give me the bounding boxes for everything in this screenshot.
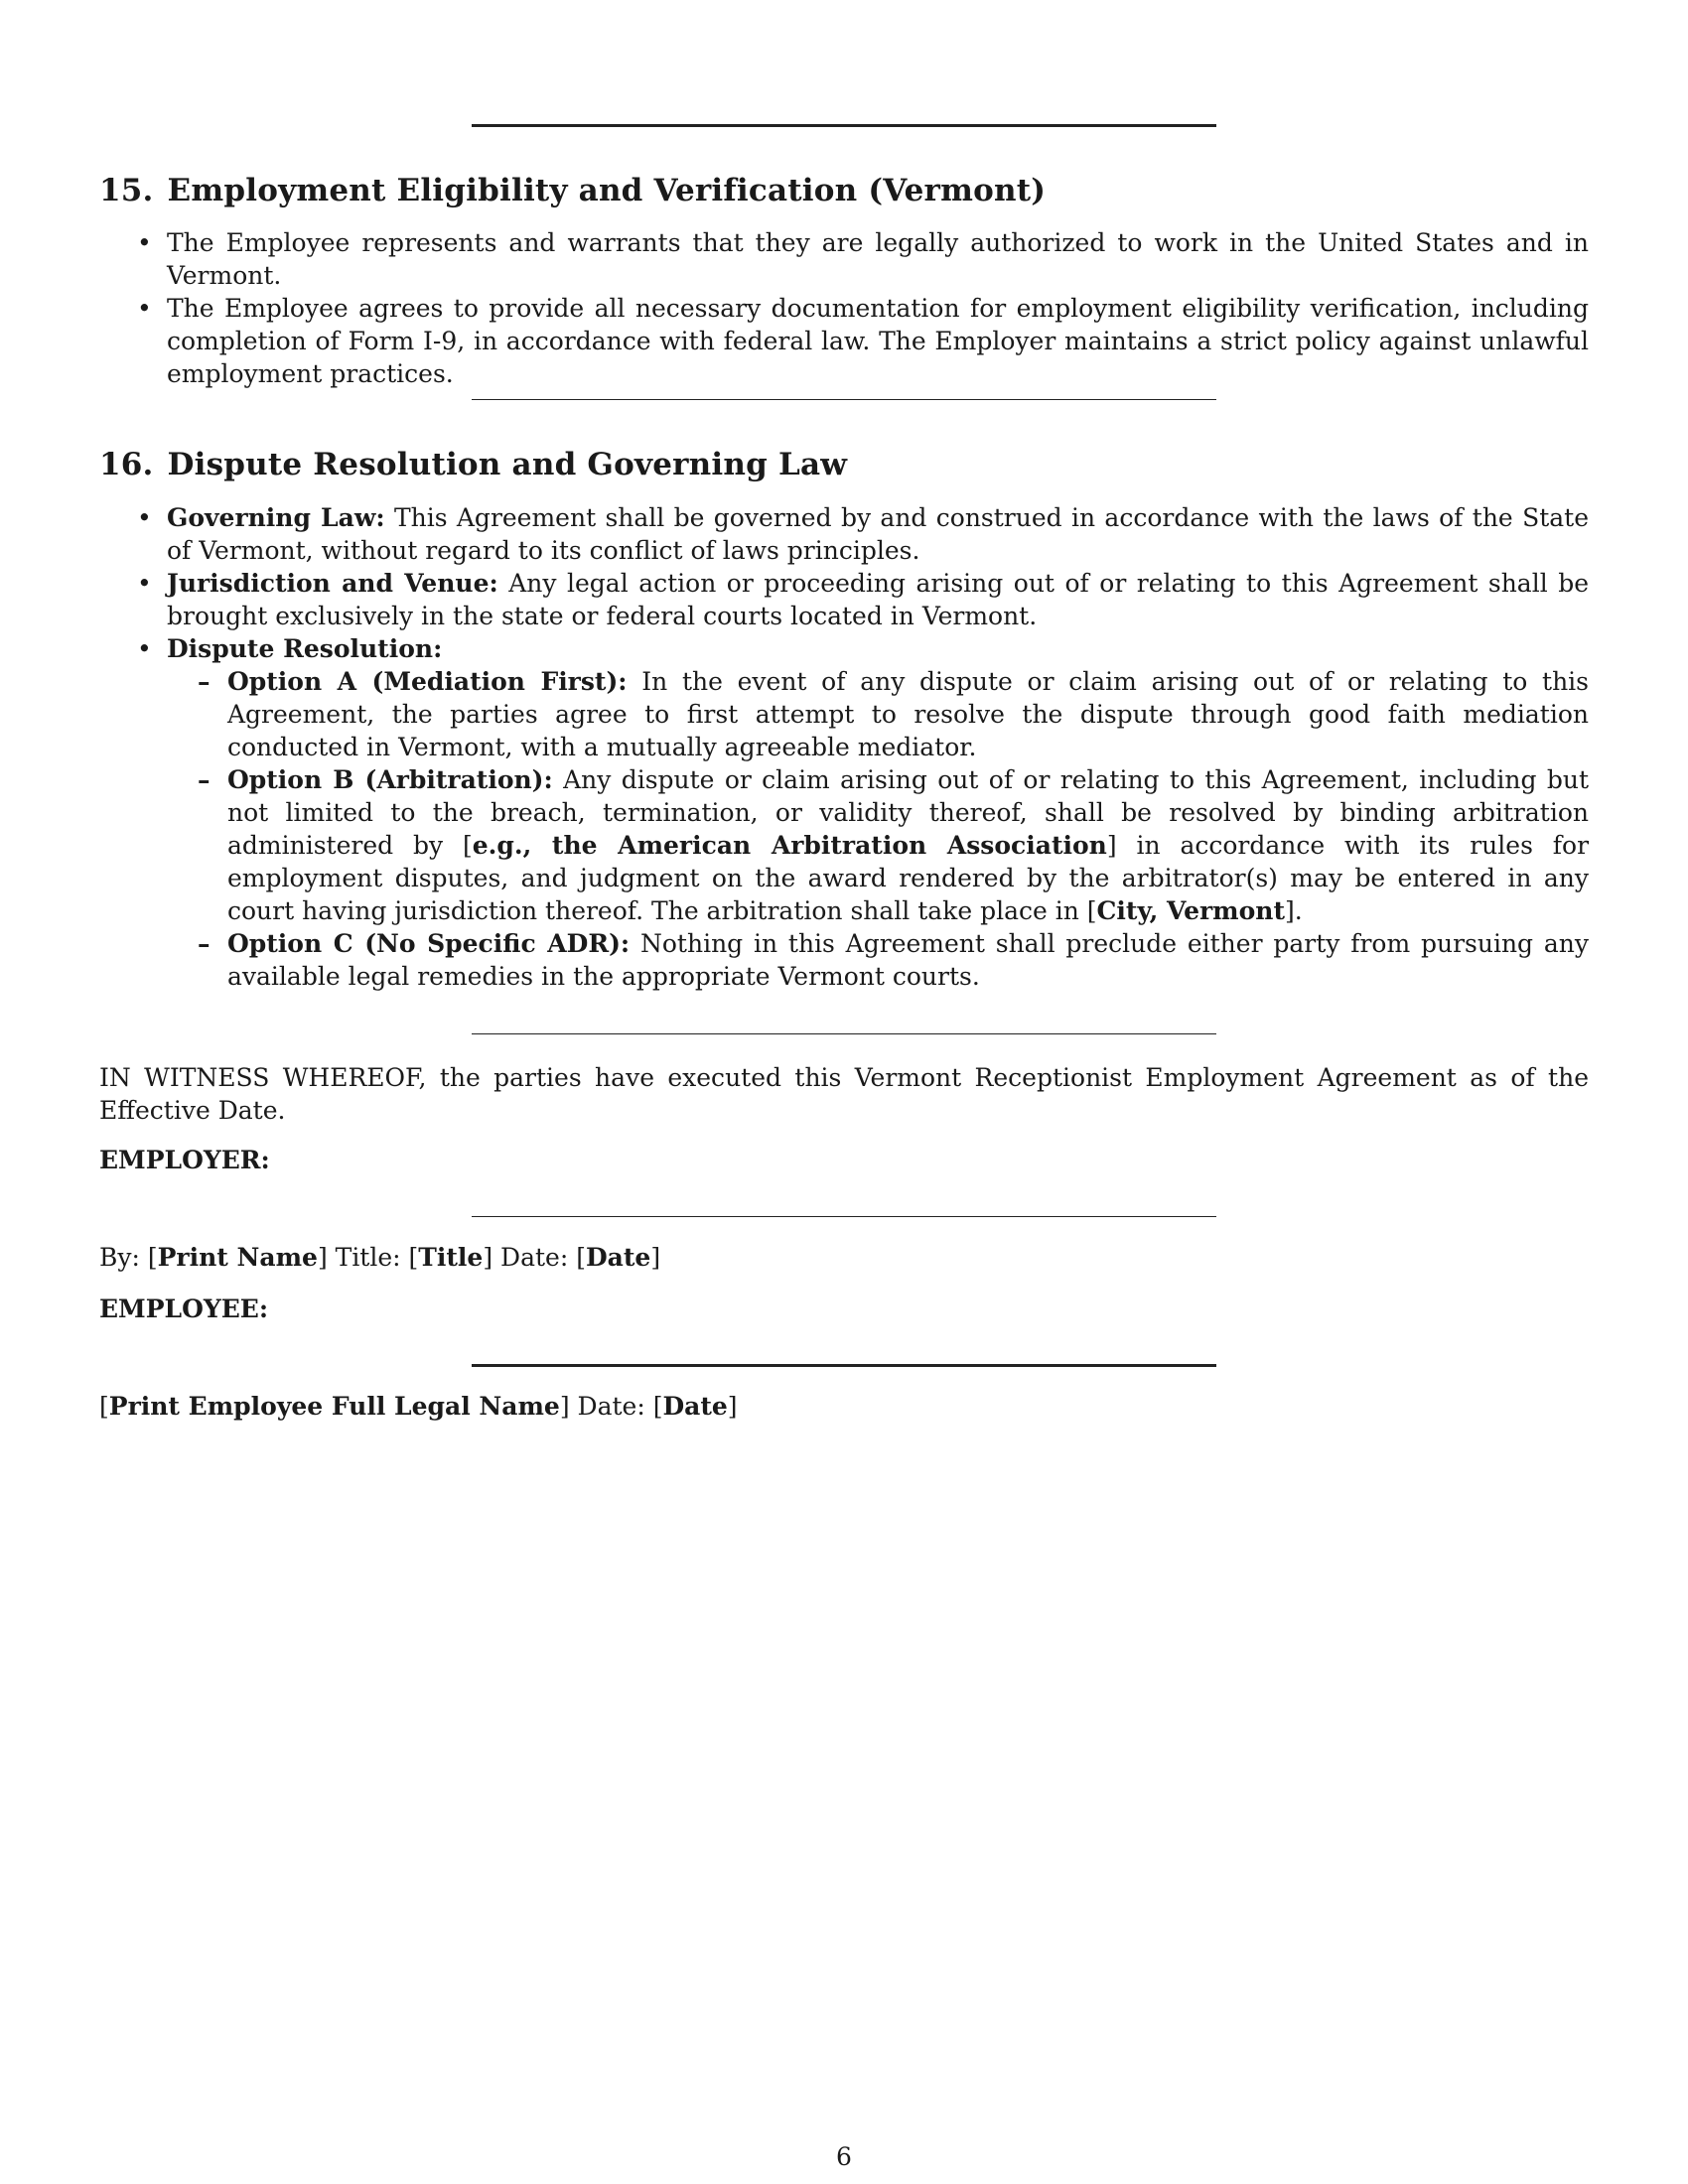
list-item-jurisdiction: [99, 567, 1589, 632]
employer-heading-text: EMPLOYER:: [99, 1146, 270, 1174]
option-a: [167, 665, 1589, 763]
option-c-text: Nothing in this Agreement shall preclude either party from pursuing any available legal remedies in the appropriate Vermont courts.: [227, 929, 1589, 991]
option-a-label: Option A (Mediation First):: [227, 667, 628, 696]
page-number: 6: [836, 2142, 852, 2171]
option-b-text-continued: in accordance with its rules for employment disputes, and judgment on the award rendered by the arbitrator(s) may be entered in any court having jurisdiction thereof. The arbitration shall take place in: [227, 831, 1590, 925]
witness-statement: IN WITNESS WHEREOF, the parties have executed this Vermont Receptionist Employment Agreement as of the Effective Date.: [99, 1063, 1589, 1125]
option-b-text-end: .: [1294, 896, 1303, 925]
option-b-label: Option B (Arbitration):: [227, 765, 553, 794]
date-label: Date:: [500, 1243, 569, 1272]
employer-signature-line: [472, 1216, 1216, 1217]
governing-law-text: This Agreement shall be governed by and construed in accordance with the laws of the State of Vermont, without regard to its conflict of laws principles.: [167, 503, 1589, 565]
section-16-heading: [99, 447, 847, 482]
employee-name-placeholder: Print Employee Full Legal Name: [108, 1392, 560, 1421]
employee-heading: [99, 1293, 268, 1325]
option-b: – Option B (Arbitration): Any dispute or claim arising out of or relating to this Agreement, including but not limited to the breach, termination, or validity thereof, shall be resolved by binding arbitration administered by [e.g., the American Arbitration Association] in accordance with its rules for employment disputes, and judgment on the award rendered by the arbitrator(s) may be entered in any court having jurisdiction thereof. The arbitration shall take place in [City, Vermont].: [167, 763, 1589, 927]
section-16-number: 16.: [99, 447, 154, 482]
employer-signature-details: By: [Print Name] Title: [Title] Date: [Date]: [99, 1243, 661, 1272]
dispute-options-list: [167, 665, 1589, 993]
employee-signature-details: [Print Employee Full Legal Name] Date: [Date]: [99, 1392, 738, 1421]
option-b-text: Any dispute or claim arising out of or relating to this Agreement, including but not limited to the breach, termination, or validity thereof, shall be resolved by binding arbitration administered by: [227, 765, 1589, 860]
employee-date-placeholder: Date: [662, 1392, 728, 1421]
section-16-title: Dispute Resolution and Governing Law: [167, 447, 848, 482]
section-16-list: [99, 501, 1589, 993]
list-item-governing-law: [99, 501, 1589, 567]
title-placeholder: Title: [418, 1243, 484, 1272]
list-item: • The Employee agrees to provide all necessary documentation for employment eligibility verification, including completion of Form I-9, in accordance with federal law. The Employer maintains a strict policy against unlawful employment practices.: [99, 292, 1589, 390]
employee-date-label: Date:: [577, 1392, 645, 1421]
employer-heading: [99, 1144, 270, 1176]
section-divider: [472, 1033, 1216, 1034]
option-c-label: Option C (No Specific ADR):: [227, 929, 631, 958]
date-placeholder: Date: [585, 1243, 651, 1272]
option-c: [167, 927, 1589, 993]
title-label: Title:: [335, 1243, 401, 1272]
governing-law-label: Governing Law:: [167, 503, 385, 532]
dispute-resolution-label: Dispute Resolution:: [167, 634, 443, 663]
section-divider: [472, 124, 1216, 127]
jurisdiction-label: Jurisdiction and Venue:: [167, 569, 498, 598]
employee-signature-line: [472, 1364, 1216, 1367]
by-label: By:: [99, 1243, 140, 1272]
section-15-number: 15.: [99, 173, 154, 208]
document-page: [99, 0, 1589, 2184]
arbitration-provider-placeholder: e.g., the American Arbitration Association: [472, 831, 1107, 860]
option-a-text: In the event of any dispute or claim arising out of or relating to this Agreement, the parties agree to first attempt to resolve the dispute through good faith mediation conducted in Vermont, with a mutually agreeable mediator.: [227, 667, 1589, 761]
jurisdiction-text: Any legal action or proceeding arising out of or relating to this Agreement shall be brought exclusively in the state or federal courts located in Vermont.: [167, 569, 1589, 630]
arbitration-location-placeholder: City, Vermont: [1096, 896, 1286, 925]
section-15-title: Employment Eligibility and Verification (Vermont): [167, 173, 1047, 208]
section-15-list: [99, 226, 1589, 390]
list-item: • The Employee represents and warrants that they are legally authorized to work in the United States and in Vermont.: [99, 226, 1589, 292]
list-item-dispute-resolution: [99, 632, 1589, 993]
section-divider: [472, 399, 1216, 400]
section-15-heading: [99, 173, 1046, 208]
print-name-placeholder: Print Name: [157, 1243, 318, 1272]
employee-heading-text: EMPLOYEE:: [99, 1295, 269, 1323]
